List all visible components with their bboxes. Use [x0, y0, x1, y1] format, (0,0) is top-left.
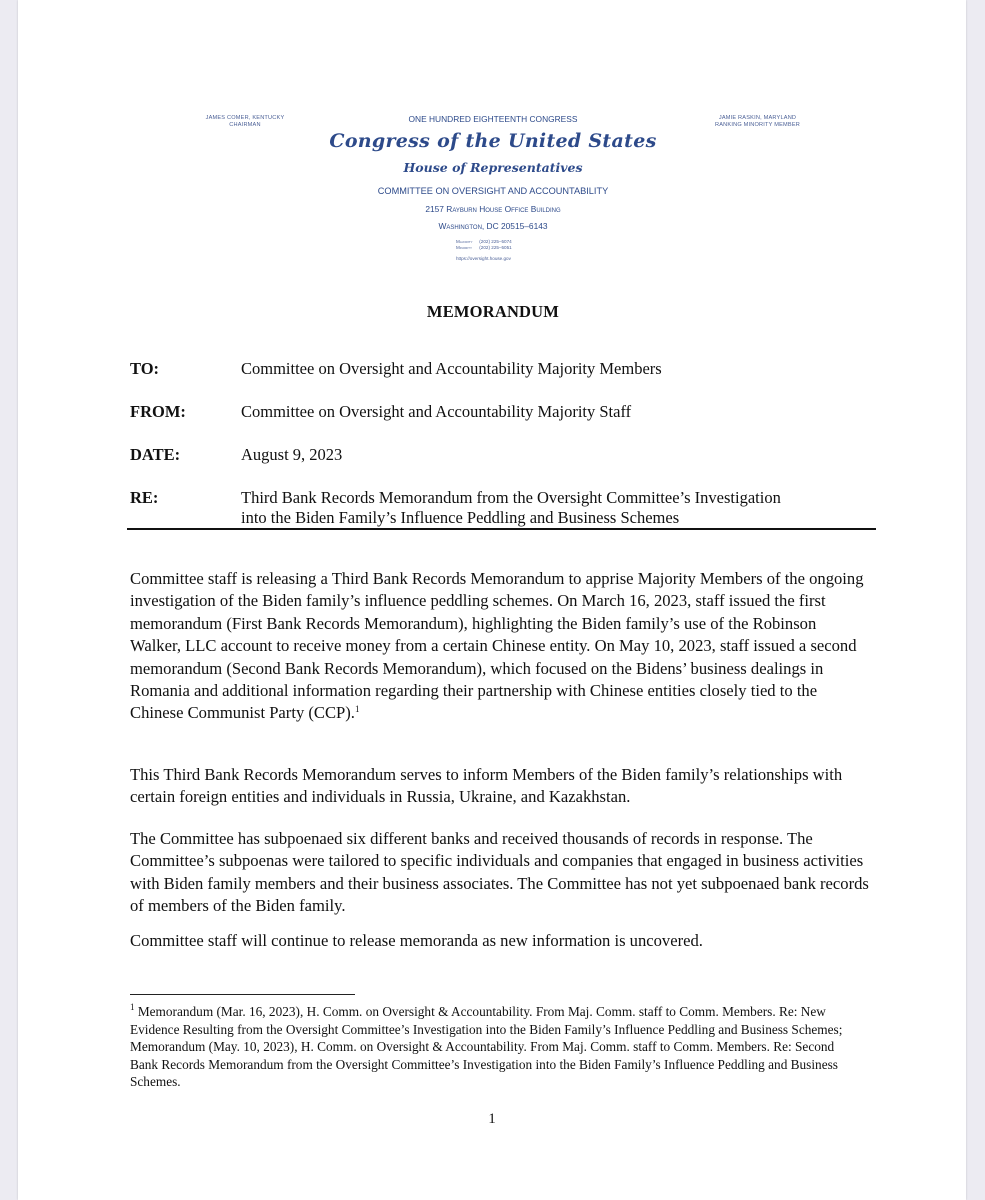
document-page [18, 0, 966, 1200]
minority-phone: (202) 225–5051 [479, 245, 512, 250]
congress-number: ONE HUNDRED EIGHTEENTH CONGRESS [408, 114, 578, 124]
minority-label: Minority [456, 245, 472, 250]
date-label: DATE: [130, 445, 181, 464]
address-line-2: Washington, DC 20515–6143 [438, 221, 548, 231]
minority-phone-row [456, 245, 512, 251]
ranking-member-name: JAMIE RASKIN, MARYLAND [718, 115, 797, 121]
paragraph-1-text: Committee staff is releasing a Third Bank Records Memorandum to apprise Majority Members of the ongoing investigation of the Biden family’s influence peddling schemes. On March 16, 2023, staff issued the first memorandum (First Bank Records Memorandum), highlighting the Biden family’s use of the Robinson Walker, LLC account to receive money from a certain Chinese entity. On May 10, 2023, staff issued a second memorandum (Second Bank Records Memorandum), which focused on the Bidens’ business dealings in Romania and additional information regarding their partnership with Chinese entities closely tied to the Chinese Communist Party (CCP). [130, 569, 864, 723]
footnote-1 [130, 1003, 850, 1091]
to-value: Committee on Oversight and Accountability Majority Members [241, 359, 662, 378]
date-value: August 9, 2023 [241, 445, 343, 464]
body-paragraph-2: This Third Bank Records Memorandum serves to inform Members of the Biden family’s relationships with certain foreign entities and individuals in Russia, Ukraine, and Kazakhstan. [130, 765, 843, 807]
website-link[interactable]: https://oversight.house.gov [456, 256, 511, 261]
chairman-title: CHAIRMAN [229, 122, 261, 128]
majority-label: Majority [456, 239, 473, 244]
header-divider [127, 528, 876, 530]
footnote-divider [130, 994, 355, 995]
chairman-block [190, 115, 300, 129]
re-line-1: Third Bank Records Memorandum from the Oversight Committee’s Investigation [241, 488, 781, 507]
committee-name: COMMITTEE ON OVERSIGHT AND ACCOUNTABILITY [377, 186, 609, 196]
page-number: 1 [488, 1111, 496, 1127]
house-title: House of Representatives [403, 160, 583, 175]
footnote-number: 1 [130, 1002, 135, 1012]
congress-title: Congress of the United States [329, 130, 657, 152]
re-value [241, 488, 781, 527]
re-label: RE: [130, 488, 159, 507]
footnote-text: Memorandum (Mar. 16, 2023), H. Comm. on Oversight & Accountability. From Maj. Comm. staff to Comm. Members. Re: New Evidence Resulting from the Oversight Committee’s Investigation into the Biden Family’s Influence Peddling and Business Schemes; Memorandum (May. 10, 2023), H. Comm. on Oversight & Accountability. From Maj. Comm. staff to Comm. Members. Re: Second Bank Records Memorandum from the Oversight Committee’s Investigation into the Biden Family’s Influence Peddling and Business Schemes. [130, 1004, 843, 1090]
from-value: Committee on Oversight and Accountability Majority Staff [241, 402, 632, 421]
body-paragraph-3: The Committee has subpoenaed six different banks and received thousands of records in response. The Committee’s subpoenas were tailored to specific individuals and companies that engaged in business activities with Biden family members and their business associates. The Committee has not yet subpoenaed bank records of members of the Biden family. [130, 829, 869, 916]
body-paragraph-4: Committee staff will continue to release memoranda as new information is uncovered. [130, 931, 703, 950]
address-line-1: 2157 Rayburn House Office Building [425, 204, 561, 214]
ranking-member-title: RANKING MINORITY MEMBER [715, 122, 800, 128]
footnote-ref-1[interactable]: 1 [354, 704, 360, 715]
memo-title: MEMORANDUM [426, 302, 560, 321]
phone-block [456, 239, 512, 251]
chairman-name: JAMES COMER, KENTUCKY [205, 115, 285, 121]
re-line-2: into the Biden Family’s Influence Peddling and Business Schemes [241, 507, 680, 527]
to-label: TO: [130, 359, 160, 378]
ranking-member-block [690, 115, 825, 129]
majority-phone: (202) 225–5074 [479, 239, 512, 244]
from-label: FROM: [130, 402, 186, 421]
body-paragraph-1 [130, 568, 870, 725]
